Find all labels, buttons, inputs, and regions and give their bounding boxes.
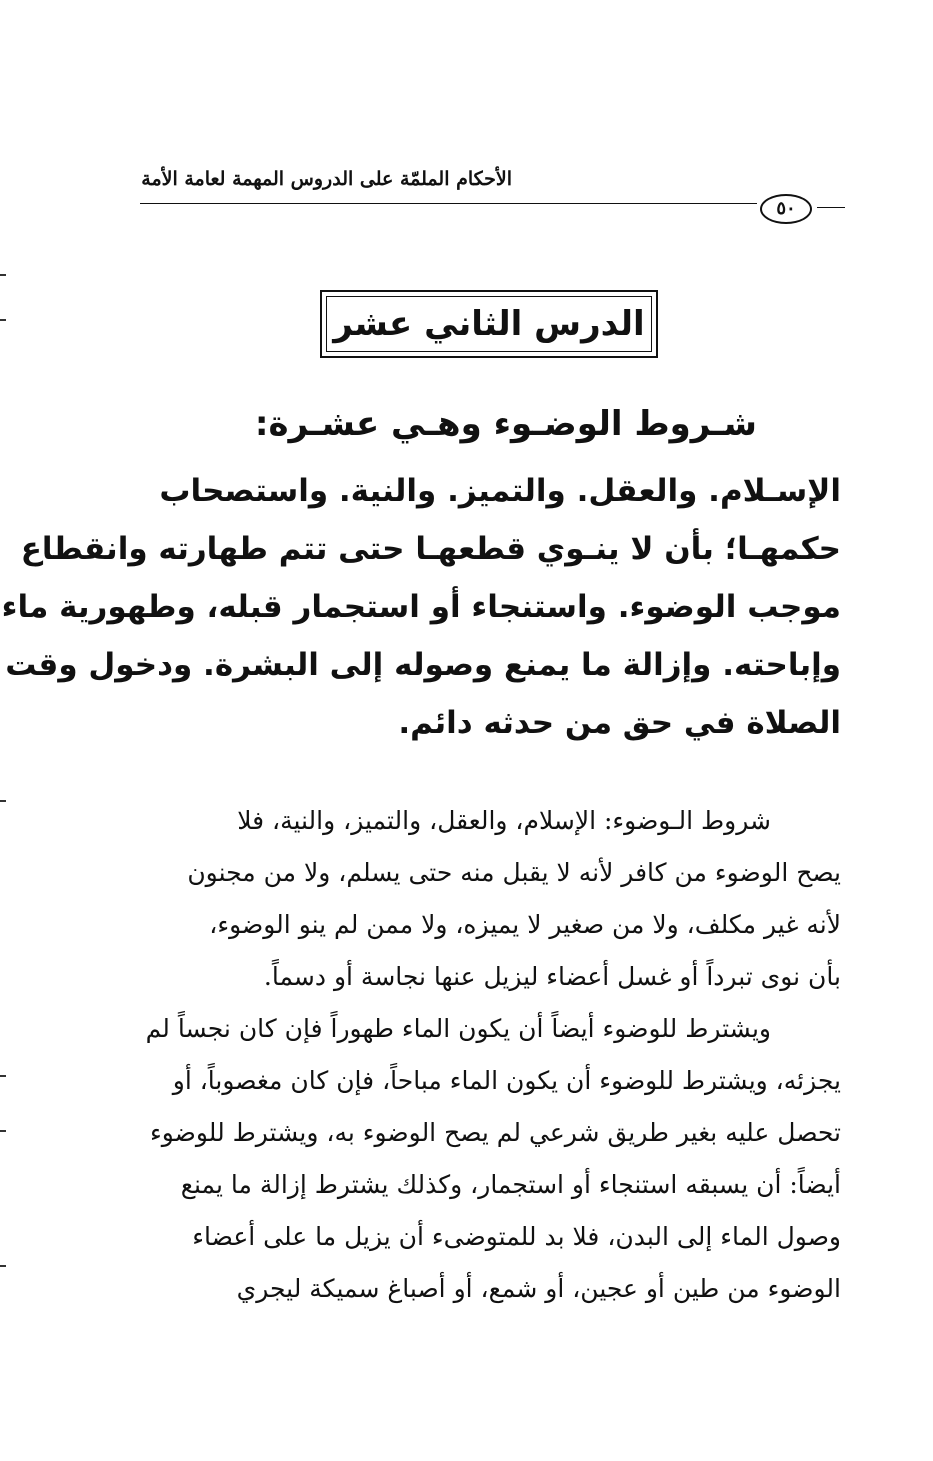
- matn-line: وإباحته. وإزالة ما يمنع وصوله إلى البشرة. ودخول وقت: [5, 647, 841, 683]
- matn-text: [1, 462, 841, 752]
- commentary-line: بأن نوى تبرداً أو غسل أعضاء ليزيل عنها نجاسة أو دسماً.: [263, 962, 841, 991]
- commentary-line: يجزئه، ويشترط للوضوء أن يكون الماء مباحاً، فإن كان مغصوباً، أو: [172, 1066, 841, 1095]
- commentary-text: [133, 795, 841, 1315]
- header-rule: [140, 203, 757, 204]
- commentary-line: شروط الـوضوء: الإسلام، والعقل، والتميز، والنية، فلا: [237, 806, 771, 835]
- running-header-title: الأحكام الملمّة على الدروس المهمة لعامة الأمة: [141, 168, 512, 190]
- commentary-line: تحصل عليه بغير طريق شرعي لم يصح الوضوء به، ويشترط للوضوء: [149, 1118, 841, 1147]
- lesson-title-frame: [320, 290, 658, 358]
- matn-line: الإسـلام. والعقل. والتميز. والنية. واستصحاب: [159, 473, 841, 509]
- commentary-line: ويشترط للوضوء أيضاً أن يكون الماء طهوراً فإن كان نجساً لم: [145, 1014, 771, 1043]
- commentary-line: لأنه غير مكلف، ولا من صغير لا يميزه، ولا ممن لم ينو الوضوء،: [209, 910, 841, 939]
- matn-line: حكمهـا؛ بأن لا ينـوي قطعهـا حتى تتم طهارته وانقطاع: [20, 531, 841, 567]
- lesson-title: الدرس الثاني عشر: [333, 304, 645, 344]
- commentary-line: الوضوء من طين أو عجين، أو شمع، أو أصباغ سميكة ليجري: [236, 1274, 841, 1303]
- commentary-line: أيضاً: أن يسبقه استنجاء أو استجمار، وكذلك يشترط إزالة ما يمنع: [180, 1170, 841, 1199]
- scan-margin-mark: [0, 319, 6, 321]
- header-rule-right: [817, 207, 845, 208]
- lesson-title-inner-frame: [326, 296, 652, 352]
- matn-line: الصلاة في حق من حدثه دائم.: [398, 705, 841, 741]
- scan-margin-mark: [0, 1265, 6, 1267]
- commentary-line: يصح الوضوء من كافر لأنه لا يقبل منه حتى يسلم، ولا من مجنون: [187, 858, 841, 887]
- section-heading: شـروط الوضـوء وهـي عشـرة:: [254, 404, 757, 444]
- scan-margin-mark: [0, 1130, 6, 1132]
- scan-margin-mark: [0, 274, 6, 276]
- matn-line: موجب الوضوء. واستنجاء أو استجمار قبله، وطهورية ماء: [1, 589, 841, 625]
- commentary-line: وصول الماء إلى البدن، فلا بد للمتوضىء أن يزيل ما على أعضاء: [192, 1222, 841, 1251]
- scan-margin-mark: [0, 800, 6, 802]
- scan-margin-mark: [0, 1075, 6, 1077]
- page-number: ٥٠: [760, 194, 812, 224]
